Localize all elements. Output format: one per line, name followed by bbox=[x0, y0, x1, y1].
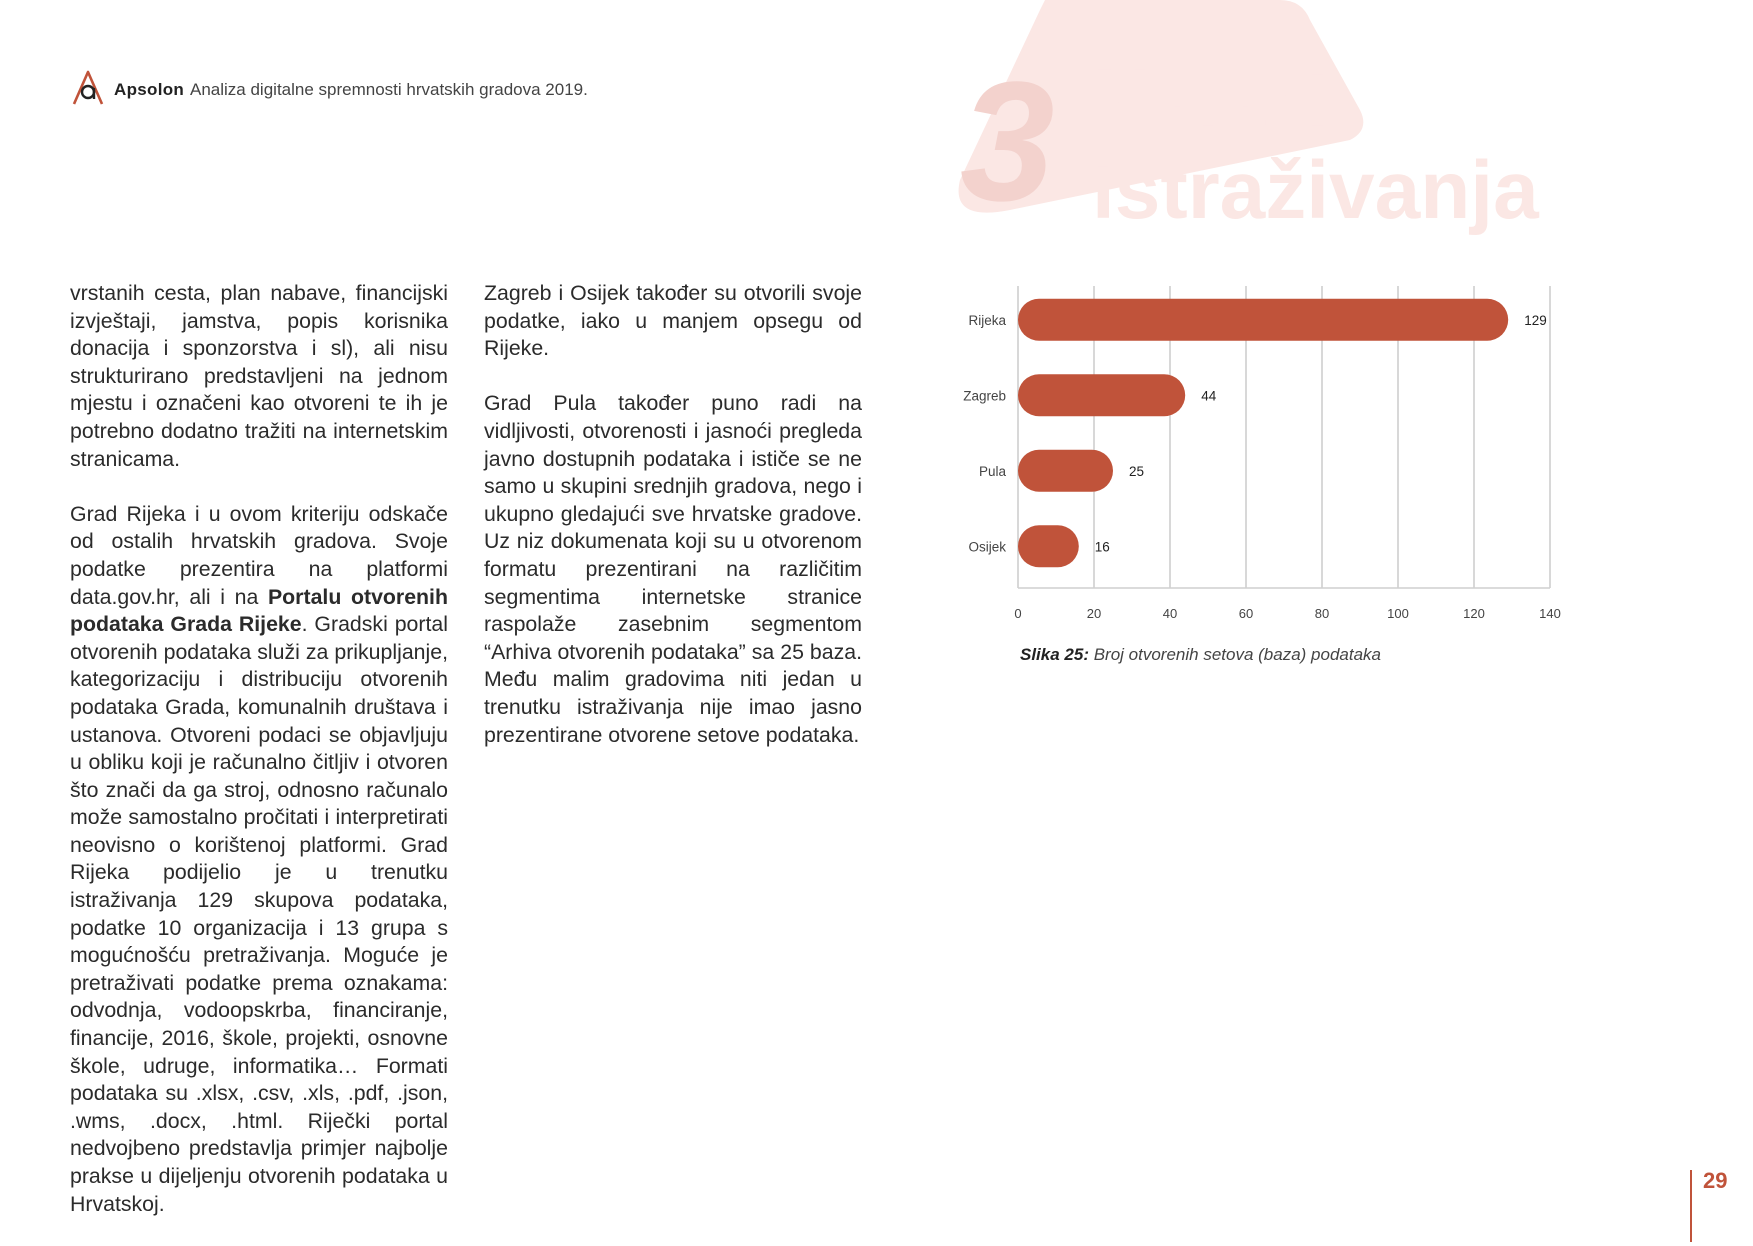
page-number: 29 bbox=[1703, 1168, 1728, 1193]
brand-name: Apsolon bbox=[114, 80, 185, 99]
section-number: 3 bbox=[960, 47, 1055, 220]
value-label: 44 bbox=[1201, 388, 1217, 404]
text-column-middle bbox=[484, 280, 862, 777]
caption-label: Slika 25: bbox=[1020, 645, 1089, 664]
bar bbox=[1018, 450, 1113, 492]
x-tick-label: 40 bbox=[1162, 606, 1178, 620]
section-title-line1: Nalazi bbox=[1092, 53, 1329, 144]
document-title: Analiza digitalne spremnosti hrvatskih gradova 2019. bbox=[190, 80, 588, 99]
category-label: Pula bbox=[978, 463, 1006, 479]
x-tick-label: 140 bbox=[1539, 606, 1561, 620]
category-label: Zagreb bbox=[963, 388, 1006, 404]
x-tick-label: 80 bbox=[1314, 606, 1330, 620]
caption-text: Broj otvorenih setova (baza) podataka bbox=[1089, 645, 1382, 664]
value-label: 16 bbox=[1094, 539, 1110, 555]
bar bbox=[1018, 299, 1508, 341]
page-number-rule bbox=[1690, 1170, 1692, 1242]
text-column-left bbox=[70, 280, 448, 1246]
paragraph: Zagreb i Osijek također su otvorili svoje podatke, iako u manjem opsegu od Rijeke. bbox=[484, 281, 862, 361]
x-tick-label: 120 bbox=[1463, 606, 1485, 620]
portal-name: Portalu otvorenih podataka Grada Rijeke bbox=[70, 584, 448, 637]
bar bbox=[1018, 374, 1185, 416]
value-label: 129 bbox=[1524, 312, 1547, 328]
section-title-line2: istraživanja bbox=[1092, 145, 1539, 236]
x-tick-label: 20 bbox=[1086, 606, 1102, 620]
bar-chart bbox=[940, 280, 1600, 620]
paragraph: Grad Pula također puno radi na vidljivosti, otvorenosti i jasnoći pregleda javno dostupnih podataka i ističe se ne samo u skupini srednjih gradova, nego i ukupno gledajući sve hrvatske gradove. Uz niz dokumenata koji su u otvorenom formatu prezentirani na različitim segmentima internetske stranice raspolaže zasebnim segmentom “Arhiva otvorenih podataka” sa 25 baza. Među malim gradovima niti jedan u trenutku istraživanja nije imao jasno prezentirane otvorene setove podataka. bbox=[484, 391, 862, 747]
x-tick-label: 60 bbox=[1238, 606, 1254, 620]
paragraph: Grad Rijeka i u ovom kriteriju odskače od ostalih hrvatskih gradova. Svoje podatke prezentira na platformi data.gov.hr, ali i na Portalu otvorenih podataka Grada Rijeke. Gradski portal otvorenih podataka služi za prikupljanje, kategorizaciju i distribuciju otvorenih podataka Grada, komunalnih društava i ustanova. Otvoreni podaci se objavljuju u obliku koji je računalno čitljiv i otvoren što znači da ga stroj, odnosno računalo može samostalno pročitati i interpretirati neovisno o korištenoj platformi. Grad Rijeka podijelio je u trenutku istraživanja 129 skupova podataka, podatke 10 organizacija i 13 grupa s mogućnošću pretraživanja. Moguće je pretraživati podatke prema oznakama: odvodnja, vodoopskrba, financiranje, financije, 2016, škole, projekti, osnovne škole, udruge, informatika… Formati podataka su .xlsx, .csv, .xls, .pdf, .json, .wms, .docx, .html. Riječki portal nedvojbeno predstavlja primjer najbolje prakse u dijeljenju otvorenih podataka u Hrvatskoj. bbox=[70, 501, 448, 1216]
x-tick-label: 100 bbox=[1387, 606, 1409, 620]
figure-caption bbox=[1020, 645, 1381, 665]
paragraph: vrstanih cesta, plan nabave, financijski izvještaji, jamstva, popis korisnika donacija i sponzorstva i sl), ali nisu strukturirano predstavljeni na jednom mjestu i označeni kao otvoreni te ih je potrebno dodatno tražiti na internetskim stranicama. bbox=[70, 281, 448, 471]
value-label: 25 bbox=[1129, 463, 1145, 479]
x-tick-label: 0 bbox=[1014, 606, 1022, 620]
category-label: Osijek bbox=[968, 539, 1006, 555]
category-label: Rijeka bbox=[968, 312, 1006, 328]
bar bbox=[1018, 525, 1079, 567]
apsolon-logo-icon bbox=[70, 68, 106, 108]
